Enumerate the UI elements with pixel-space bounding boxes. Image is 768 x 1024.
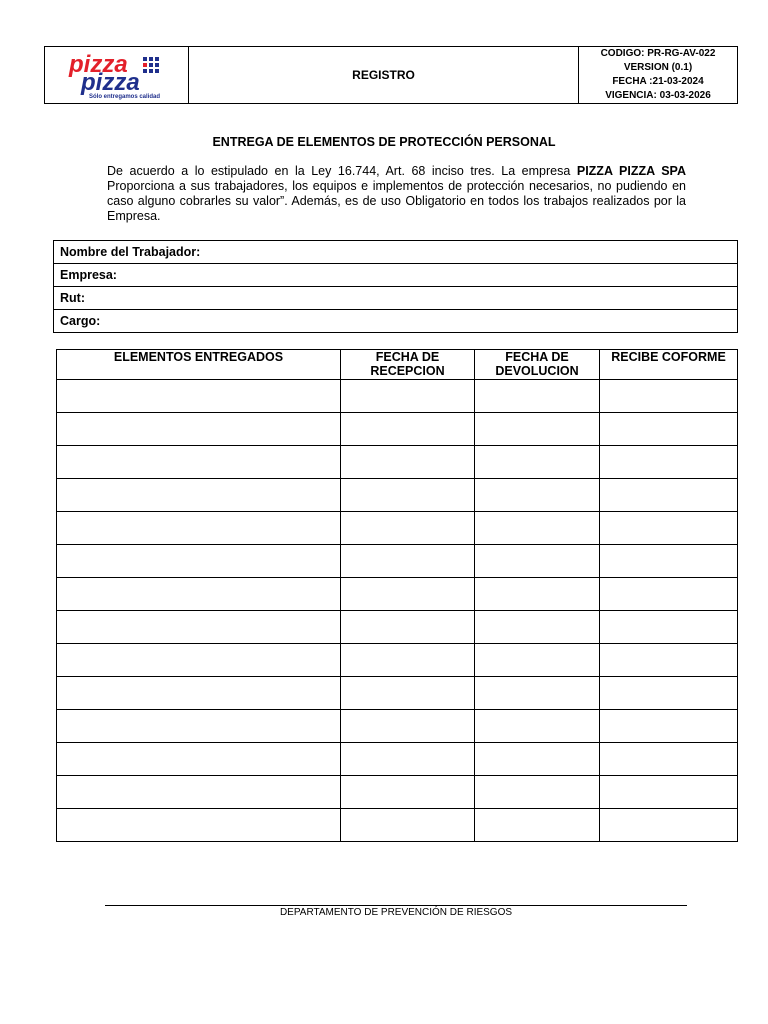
column-header-reception-date: FECHA DE RECEPCION — [341, 350, 475, 380]
document-date: FECHA :21-03-2024 — [612, 76, 704, 87]
table-cell[interactable] — [475, 776, 600, 809]
company-name: PIZZA PIZZA SPA — [576, 164, 686, 178]
company-field[interactable]: Empresa: — [54, 264, 738, 287]
table-row — [57, 413, 738, 446]
table-row — [57, 677, 738, 710]
position-field[interactable]: Cargo: — [54, 310, 738, 333]
table-cell[interactable] — [57, 446, 341, 479]
logo-tagline: Sólo entregamos calidad — [88, 94, 160, 100]
table-row — [57, 446, 738, 479]
table-cell[interactable] — [475, 479, 600, 512]
table-cell[interactable] — [341, 479, 475, 512]
table-cell[interactable] — [57, 644, 341, 677]
document-title: ENTREGA DE ELEMENTOS DE PROTECCIÓN PERSONAL — [212, 135, 556, 149]
table-cell[interactable] — [600, 545, 738, 578]
table-cell[interactable] — [57, 677, 341, 710]
table-cell[interactable] — [600, 446, 738, 479]
table-row — [57, 710, 738, 743]
table-cell[interactable] — [57, 479, 341, 512]
table-row — [57, 611, 738, 644]
table-cell[interactable] — [341, 413, 475, 446]
table-cell[interactable] — [341, 578, 475, 611]
table-row — [57, 743, 738, 776]
table-cell[interactable] — [57, 776, 341, 809]
table-cell[interactable] — [475, 677, 600, 710]
table-cell[interactable] — [341, 446, 475, 479]
table-cell[interactable] — [341, 710, 475, 743]
logo-text-top: pizza — [68, 51, 128, 78]
table-cell[interactable] — [475, 644, 600, 677]
table-cell[interactable] — [600, 611, 738, 644]
table-cell[interactable] — [600, 380, 738, 413]
document-control-info — [579, 47, 737, 103]
column-header-received-ok: RECIBE COFORME — [600, 350, 738, 380]
table-cell[interactable] — [475, 545, 600, 578]
logo-text-bottom: pizza — [80, 69, 140, 96]
table-cell[interactable] — [341, 644, 475, 677]
table-cell[interactable] — [600, 809, 738, 842]
worker-name-field[interactable]: Nombre del Trabajador: — [54, 241, 738, 264]
table-cell[interactable] — [600, 677, 738, 710]
table-cell[interactable] — [341, 512, 475, 545]
table-cell[interactable] — [341, 776, 475, 809]
table-row — [57, 776, 738, 809]
logo-cell — [45, 47, 189, 103]
footer-department: DEPARTAMENTO DE PREVENCIÓN DE RIESGOS — [279, 907, 513, 918]
table-cell[interactable] — [600, 512, 738, 545]
intro-text-2: Proporciona a sus trabajadores, los equipos e implementos de protección necesarios, no pudiendo en caso alguno cobrarles su valor”. Además, es de uso Obligatorio en todos los trabajos realizados por la Empresa. — [107, 179, 686, 223]
table-row — [57, 809, 738, 842]
column-header-items: ELEMENTOS ENTREGADOS — [57, 350, 341, 380]
document-code: CODIGO: PR-RG-AV-022 — [600, 48, 716, 59]
table-header-row — [57, 350, 738, 380]
table-cell[interactable] — [475, 611, 600, 644]
table-cell[interactable] — [475, 743, 600, 776]
table-cell[interactable] — [475, 710, 600, 743]
table-cell[interactable] — [341, 809, 475, 842]
table-cell[interactable] — [475, 578, 600, 611]
table-cell[interactable] — [475, 413, 600, 446]
table-cell[interactable] — [57, 512, 341, 545]
table-row — [57, 545, 738, 578]
table-cell[interactable] — [57, 413, 341, 446]
table-cell[interactable] — [57, 578, 341, 611]
table-cell[interactable] — [475, 809, 600, 842]
pizza-pizza-logo — [67, 50, 167, 100]
document-version: VERSION (0.1) — [623, 62, 693, 73]
column-header-return-date: FECHA DE DEVOLUCION — [475, 350, 600, 380]
table-cell[interactable] — [600, 578, 738, 611]
table-cell[interactable] — [57, 545, 341, 578]
table-cell[interactable] — [475, 512, 600, 545]
table-row — [57, 479, 738, 512]
table-cell[interactable] — [57, 809, 341, 842]
table-cell[interactable] — [57, 710, 341, 743]
table-cell[interactable] — [600, 644, 738, 677]
intro-text-1: De acuerdo a lo estipulado en la Ley 16.744, Art. 68 inciso tres. La empresa — [107, 164, 577, 178]
table-cell[interactable] — [600, 710, 738, 743]
table-row — [57, 512, 738, 545]
document-header — [44, 46, 738, 104]
header-title: REGISTRO — [189, 47, 579, 103]
table-cell[interactable] — [600, 743, 738, 776]
table-cell[interactable] — [341, 545, 475, 578]
table-cell[interactable] — [341, 380, 475, 413]
items-table-body — [57, 380, 738, 842]
table-cell[interactable] — [475, 446, 600, 479]
table-row — [57, 578, 738, 611]
table-cell[interactable] — [341, 611, 475, 644]
table-cell[interactable] — [600, 776, 738, 809]
table-cell[interactable] — [57, 380, 341, 413]
table-cell[interactable] — [475, 380, 600, 413]
worker-info-table — [53, 240, 738, 333]
rut-field[interactable]: Rut: — [54, 287, 738, 310]
table-cell[interactable] — [600, 413, 738, 446]
table-cell[interactable] — [341, 677, 475, 710]
table-cell[interactable] — [57, 743, 341, 776]
table-cell[interactable] — [600, 479, 738, 512]
intro-paragraph — [107, 164, 686, 224]
delivered-items-table — [56, 349, 738, 842]
table-cell[interactable] — [341, 743, 475, 776]
table-row — [57, 644, 738, 677]
table-cell[interactable] — [57, 611, 341, 644]
document-validity: VIGENCIA: 03-03-2026 — [605, 90, 711, 101]
logo-dots-icon — [143, 57, 159, 73]
table-row — [57, 380, 738, 413]
footer-divider — [105, 905, 687, 906]
